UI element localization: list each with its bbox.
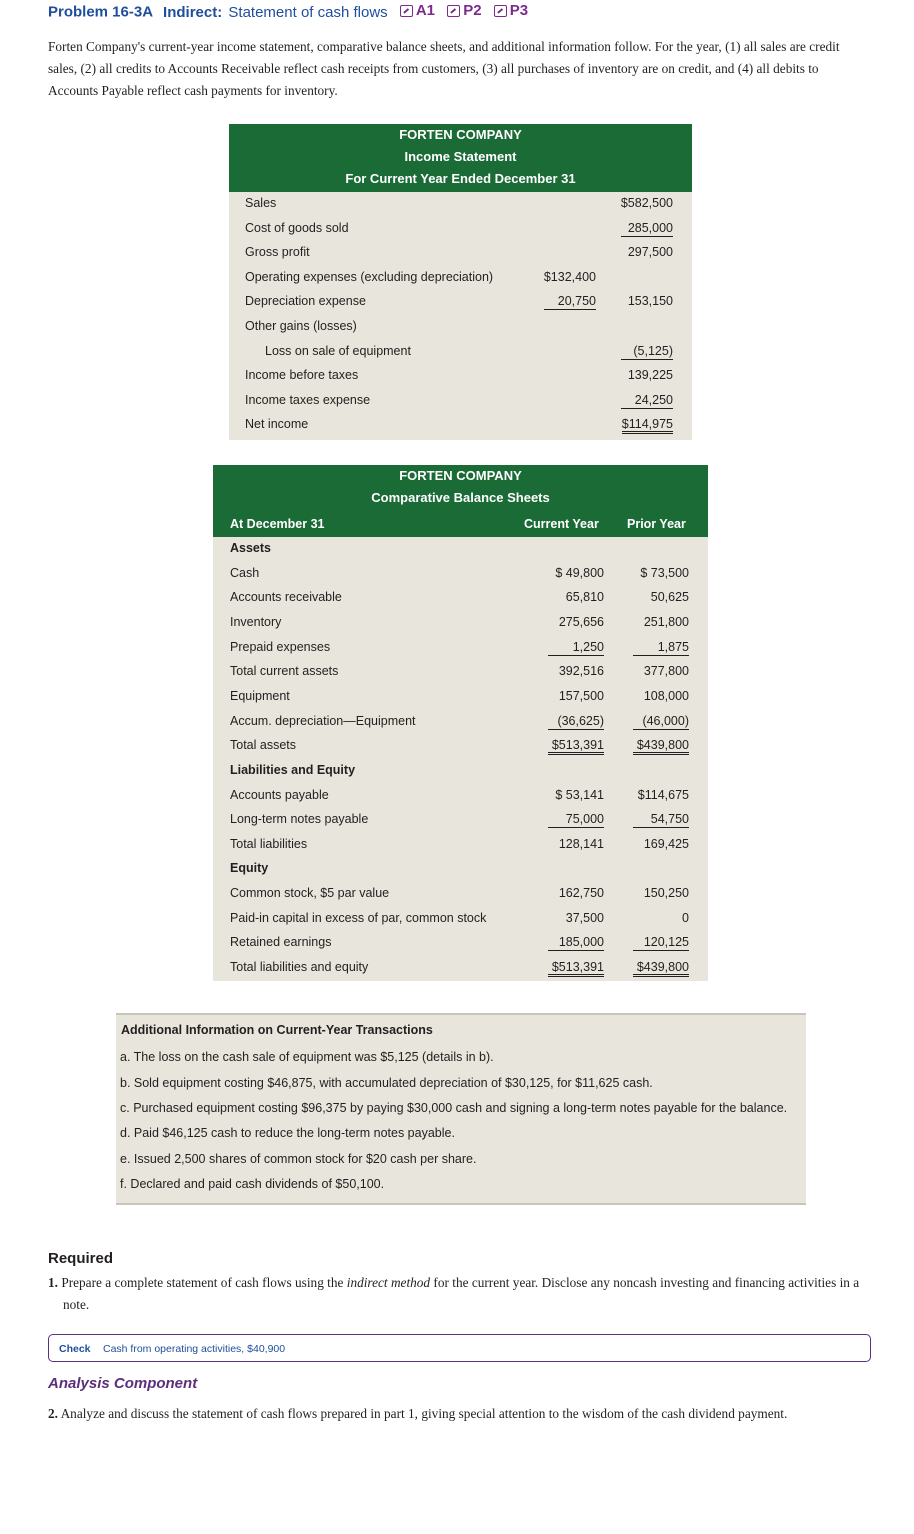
income-statement <box>229 124 692 440</box>
additional-item: a. The loss on the cash sale of equipment was $5,125 (details in b). <box>120 1050 494 1064</box>
income-period: For Current Year Ended December 31 <box>345 171 576 186</box>
balance-row <box>213 857 708 881</box>
balance-row <box>213 882 708 906</box>
income-row-label: Other gains (losses) <box>245 319 357 333</box>
balance-row <box>213 586 708 610</box>
balance-row-current: $513,391 <box>548 960 604 977</box>
balance-row <box>213 907 708 931</box>
balance-row <box>213 931 708 955</box>
income-row-label: Cost of goods sold <box>245 220 349 235</box>
income-row <box>229 217 692 241</box>
check-text: Cash from operating activities, $40,900 <box>103 1343 286 1355</box>
income-row <box>229 389 692 413</box>
problem-type: Indirect: <box>163 3 223 21</box>
balance-row-prior: $439,800 <box>633 738 689 755</box>
balance-row-label: Accounts receivable <box>230 590 342 605</box>
income-row-value: 139,225 <box>627 368 673 383</box>
balance-row-current: (36,625) <box>548 714 604 730</box>
income-row-label: Loss on sale of equipment <box>265 343 411 358</box>
required-text-2: Analyze and discuss the statement of cash flows prepared in part 1, giving special attention to the wisdom of the cash dividend payment. <box>60 1406 788 1421</box>
income-row-value: 153,150 <box>627 294 673 309</box>
balance-row-current: 185,000 <box>548 935 604 951</box>
balance-row-prior: 169,425 <box>643 836 689 851</box>
income-row <box>229 192 692 216</box>
external-link-icon <box>400 5 413 17</box>
balance-row <box>213 759 708 783</box>
required-heading: Required <box>48 1250 114 1267</box>
balance-row-prior: $439,800 <box>633 960 689 977</box>
balance-row <box>213 636 708 660</box>
problem-number: Problem 16-3A <box>48 3 154 21</box>
additional-item: b. Sold equipment costing $46,875, with accumulated depreciation of $30,125, for $11,625 cash. <box>120 1076 653 1090</box>
balance-row-label: Paid-in capital in excess of par, common stock <box>230 910 487 925</box>
external-link-icon <box>494 5 507 17</box>
required-text-1a: Prepare a complete statement of cash flows using the <box>61 1275 347 1290</box>
income-row <box>229 413 692 437</box>
income-row-label: Income before taxes <box>245 368 359 383</box>
balance-row-prior: $114,675 <box>637 787 689 802</box>
balance-row-prior: 1,875 <box>633 640 689 656</box>
required-item-2 <box>48 1403 883 1425</box>
balance-row-current: 37,500 <box>565 910 604 925</box>
balance-row-current: 128,141 <box>558 836 604 851</box>
balance-row <box>213 562 708 586</box>
income-row-mid-value: $132,400 <box>543 269 596 284</box>
balance-row-current: $513,391 <box>548 738 604 755</box>
income-row-value: (5,125) <box>621 344 673 360</box>
balance-row <box>213 611 708 635</box>
required-number-1: 1. <box>48 1275 58 1290</box>
balance-row-label: Assets <box>230 541 271 555</box>
balance-row-current: 157,500 <box>558 688 604 703</box>
objective-p3-link[interactable]: P3 <box>494 2 528 19</box>
balance-row <box>213 784 708 808</box>
required-text-1-em: indirect method <box>346 1275 431 1290</box>
balance-row-prior: 108,000 <box>643 688 689 703</box>
objective-p2-link[interactable]: P2 <box>447 2 481 19</box>
income-row-label: Income taxes expense <box>245 392 371 407</box>
balance-row-prior: 54,750 <box>633 812 689 828</box>
balance-row-label: Long-term notes payable <box>230 812 369 827</box>
balance-row-label: Total liabilities <box>230 836 308 851</box>
required-item-1 <box>48 1272 883 1316</box>
income-row-mid-value: 20,750 <box>544 294 596 310</box>
balance-row-label: Total current assets <box>230 664 339 679</box>
income-row-value: 297,500 <box>627 245 673 260</box>
balance-row-label: Equipment <box>230 688 290 703</box>
required-number-2: 2. <box>48 1406 58 1421</box>
balance-row-label: Total assets <box>230 738 297 753</box>
additional-info <box>116 1013 806 1205</box>
balance-row <box>213 710 708 734</box>
balance-row <box>213 660 708 684</box>
income-row-value: 24,250 <box>621 393 673 409</box>
balance-row <box>213 808 708 832</box>
additional-item: d. Paid $46,125 cash to reduce the long-term notes payable. <box>120 1126 455 1140</box>
balance-row-prior: 120,125 <box>633 935 689 951</box>
bs-title: Comparative Balance Sheets <box>371 490 550 505</box>
balance-row-prior: 150,250 <box>643 886 689 901</box>
balance-row-prior: 0 <box>682 910 689 925</box>
required-text-1b: for the current year. Disclose any noncash investing and financing activities in a note. <box>63 1275 860 1312</box>
additional-item: e. Issued 2,500 shares of common stock for $20 cash per share. <box>120 1152 477 1166</box>
balance-row-label: Inventory <box>230 614 282 629</box>
income-row-label: Operating expenses (excluding depreciation) <box>245 269 494 284</box>
external-link-icon <box>447 5 460 17</box>
balance-row-label: Retained earnings <box>230 935 332 950</box>
income-row <box>229 266 692 290</box>
income-row <box>229 364 692 388</box>
income-row <box>229 290 692 314</box>
problem-title: Statement of cash flows <box>228 3 388 21</box>
balance-sheet <box>213 465 708 981</box>
income-row-label: Gross profit <box>245 245 310 260</box>
income-row-value: $114,975 <box>622 417 673 434</box>
balance-row-label: Common stock, $5 par value <box>230 886 390 901</box>
problem-header <box>48 2 528 21</box>
balance-row-current: 65,810 <box>565 590 604 605</box>
balance-row-current: 392,516 <box>558 664 604 679</box>
balance-row-prior: 251,800 <box>643 614 689 629</box>
balance-row-current: $ 49,800 <box>555 565 604 580</box>
bs-col-prior: Prior Year <box>627 517 686 531</box>
income-row-value: 285,000 <box>621 221 673 237</box>
balance-row-label: Equity <box>230 861 269 876</box>
balance-row <box>213 685 708 709</box>
additional-item: f. Declared and paid cash dividends of $50,100. <box>120 1177 385 1191</box>
income-row <box>229 241 692 265</box>
balance-row-current: 1,250 <box>548 640 604 656</box>
income-statement-header <box>229 124 692 192</box>
check-box <box>48 1334 871 1362</box>
balance-row-current: 75,000 <box>548 812 604 828</box>
income-row <box>229 315 692 339</box>
balance-row-label: Cash <box>230 565 260 580</box>
check-label: Check <box>59 1343 91 1355</box>
income-row-label: Depreciation expense <box>245 294 366 309</box>
income-row-label: Sales <box>245 196 277 210</box>
income-row-label: Net income <box>245 417 309 432</box>
income-title: Income Statement <box>404 149 517 164</box>
balance-row-label: Prepaid expenses <box>230 639 331 654</box>
balance-row <box>213 956 708 980</box>
balance-row-prior: (46,000) <box>633 714 689 730</box>
bs-company: FORTEN COMPANY <box>399 468 522 483</box>
balance-row <box>213 537 708 561</box>
balance-row-prior: 377,800 <box>643 664 689 679</box>
balance-row-prior: 50,625 <box>650 590 689 605</box>
balance-row-label: Accum. depreciation—Equipment <box>230 713 416 728</box>
balance-row-current: $ 53,141 <box>555 787 604 802</box>
bs-col-date: At December 31 <box>230 517 325 531</box>
additional-item: c. Purchased equipment costing $96,375 by paying $30,000 cash and signing a long-term notes payable for the balance. <box>120 1101 788 1115</box>
balance-sheet-header <box>213 465 708 537</box>
balance-row-prior: $ 73,500 <box>640 565 689 580</box>
bs-col-current: Current Year <box>524 517 599 531</box>
balance-row <box>213 833 708 857</box>
balance-row <box>213 734 708 758</box>
intro-paragraph: Forten Company's current-year income statement, comparative balance sheets, and additional information follow. For the year, (1) all sales are credit sales, (2) all credits to Accounts Receivable reflect cash receipts from customers, (3) all purchases of inventory are on credit, and (4) all debits to Accounts Payable reflect cash payments for inventory. <box>48 39 840 98</box>
income-row <box>229 340 692 364</box>
objective-a1-link[interactable]: A1 <box>400 2 435 19</box>
analysis-heading: Analysis Component <box>48 1375 198 1392</box>
balance-row-current: 162,750 <box>558 886 604 901</box>
income-row-value: $582,500 <box>620 196 673 210</box>
balance-row-label: Total liabilities and equity <box>230 960 369 975</box>
income-company: FORTEN COMPANY <box>399 127 522 142</box>
balance-row-label: Accounts payable <box>230 787 329 802</box>
additional-info-title: Additional Information on Current-Year Transactions <box>121 1023 433 1037</box>
balance-row-label: Liabilities and Equity <box>230 762 356 777</box>
balance-row-current: 275,656 <box>558 614 604 629</box>
